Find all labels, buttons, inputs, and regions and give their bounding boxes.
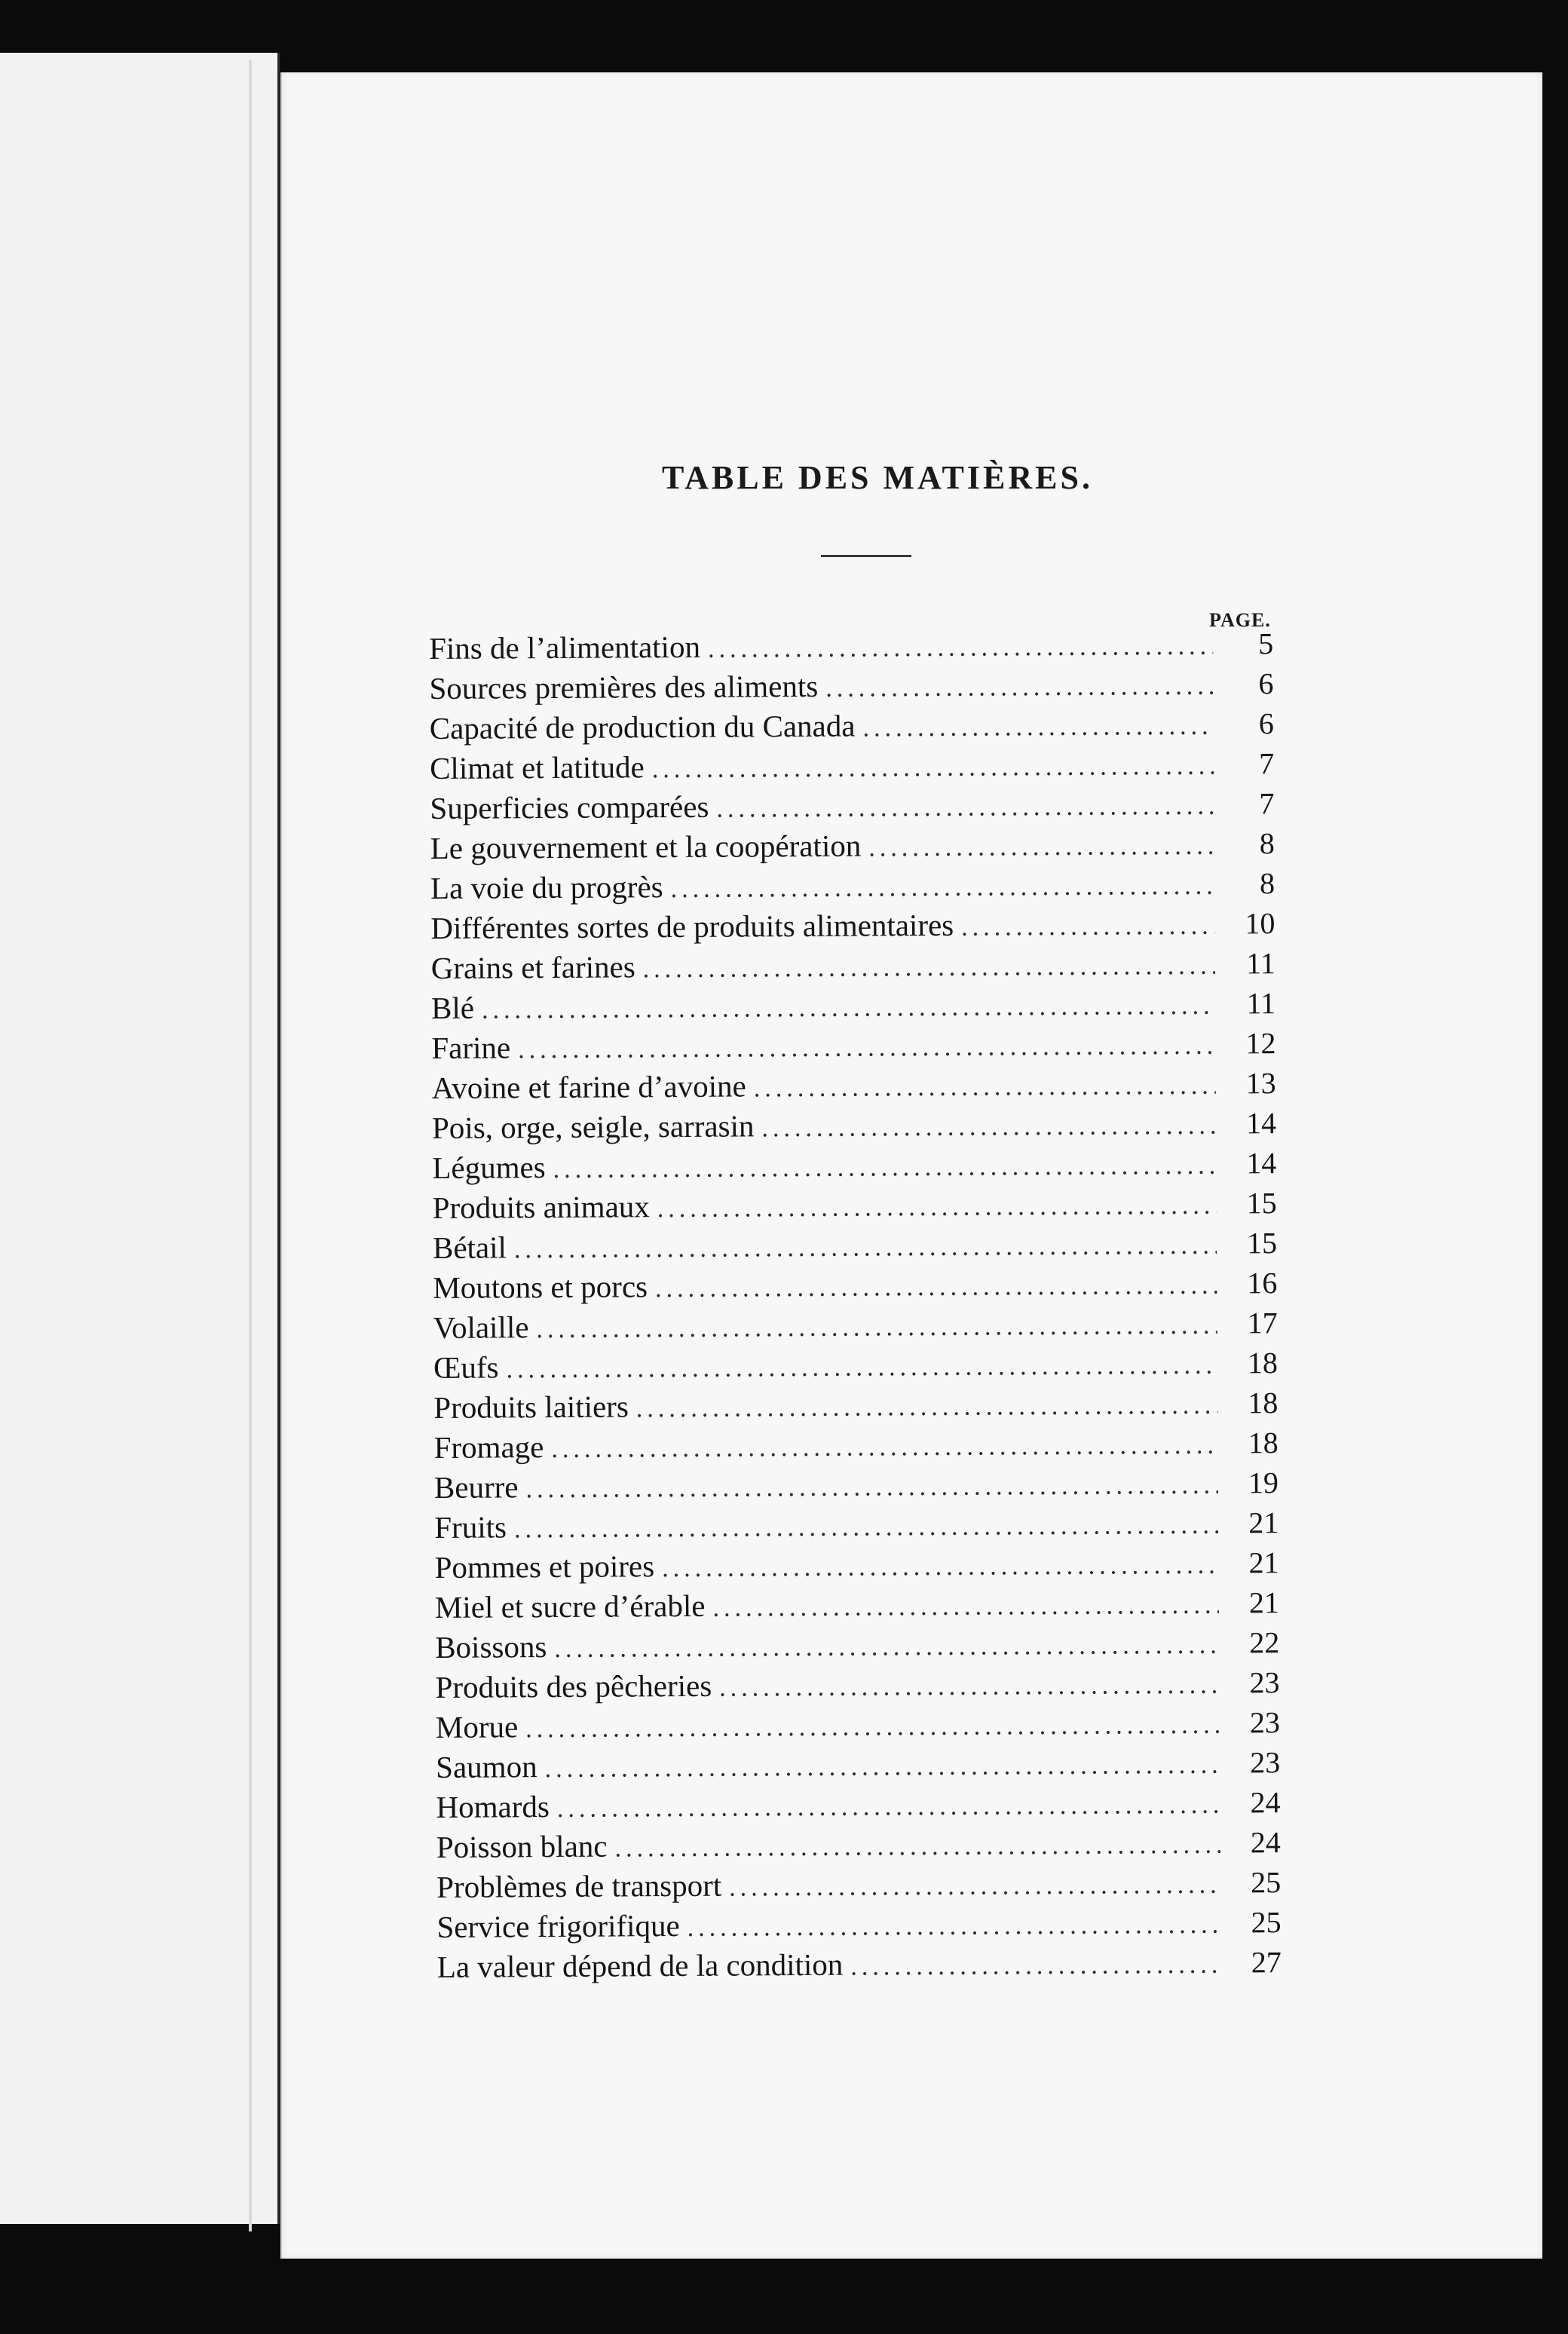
toc-entry-title: Légumes xyxy=(432,1150,546,1185)
toc-entry-title: Différentes sortes de produits alimentaires xyxy=(430,907,954,945)
toc-entry[interactable] xyxy=(430,703,1274,749)
toc-entry-title: Pois, orge, seigle, sarrasin xyxy=(431,1108,755,1145)
dot-leader xyxy=(482,986,1215,1031)
toc-entry[interactable] xyxy=(431,943,1276,988)
toc-entry-page: 27 xyxy=(1251,1945,1282,1980)
toc-entry-title: Morue xyxy=(435,1709,519,1744)
toc-entry[interactable] xyxy=(429,623,1273,669)
dot-leader xyxy=(708,626,1213,669)
dot-leader xyxy=(636,1386,1218,1429)
toc-entry-title: Boissons xyxy=(435,1629,547,1665)
toc-entry-page: 8 xyxy=(1259,866,1276,901)
toc-entry[interactable] xyxy=(436,1702,1280,1747)
toc-entry[interactable] xyxy=(436,1822,1281,1867)
toc-entry-page: 23 xyxy=(1250,1745,1281,1780)
toc-entry-page: 19 xyxy=(1248,1466,1279,1500)
toc-entry-page: 23 xyxy=(1249,1705,1281,1740)
dot-leader xyxy=(643,946,1215,990)
toc-entry-title: Avoine et farine d’avoine xyxy=(431,1068,746,1105)
dot-leader xyxy=(544,1745,1220,1789)
toc-entry-page: 16 xyxy=(1247,1266,1278,1300)
toc-entry-title: La voie du progrès xyxy=(430,869,663,905)
toc-entry-title: Capacité de production du Canada xyxy=(429,708,856,746)
toc-entry-title: Le gouvernement et la coopération xyxy=(430,828,862,865)
toc-entry-page: 21 xyxy=(1248,1585,1280,1620)
toc-entry[interactable] xyxy=(432,1143,1276,1188)
toc-entry[interactable] xyxy=(435,1622,1279,1668)
toc-entry-page: 14 xyxy=(1246,1146,1277,1181)
dot-leader xyxy=(868,826,1214,868)
dot-leader xyxy=(862,706,1214,749)
title-divider xyxy=(821,555,911,557)
dot-leader xyxy=(671,866,1215,909)
toc-entry-page: 25 xyxy=(1251,1905,1282,1940)
toc-entry-title: Moutons et porcs xyxy=(433,1269,648,1305)
toc-entry-title: Grains et farines xyxy=(430,949,635,985)
toc-entry[interactable] xyxy=(431,983,1276,1028)
toc-entry-page: 8 xyxy=(1259,826,1275,861)
toc-entry[interactable] xyxy=(436,1902,1281,1947)
toc-entry-page: 11 xyxy=(1246,986,1276,1021)
toc-entry-page: 18 xyxy=(1248,1426,1279,1460)
page-column-header: PAGE. xyxy=(1209,609,1271,631)
toc-entry-page: 25 xyxy=(1251,1865,1282,1900)
page-title: TABLE DES MATIÈRES. xyxy=(662,459,1093,496)
toc-entry-page: 7 xyxy=(1258,746,1275,781)
toc-entry-title: Bétail xyxy=(432,1230,507,1265)
toc-entry-title: Pommes et poires xyxy=(434,1548,655,1585)
left-blank-page xyxy=(0,53,280,2224)
toc-entry-page: 24 xyxy=(1250,1785,1281,1820)
toc-entry-title: Fins de l’alimentation xyxy=(429,629,701,666)
toc-entry-title: Fruits xyxy=(434,1509,507,1545)
toc-entry[interactable] xyxy=(434,1542,1279,1588)
toc-entry[interactable] xyxy=(432,1063,1276,1108)
dot-leader xyxy=(525,1705,1220,1750)
toc-entry-title: Produits des pêcheries xyxy=(435,1668,712,1705)
toc-entry-page: 7 xyxy=(1259,786,1275,821)
toc-entry-title: Sources premières des aliments xyxy=(429,668,819,706)
dot-leader xyxy=(553,1146,1217,1190)
dot-leader xyxy=(557,1785,1220,1829)
toc-entry-title: Problèmes de transport xyxy=(436,1867,722,1904)
toc-entry[interactable] xyxy=(433,1183,1277,1228)
toc-entry-page: 21 xyxy=(1248,1545,1279,1580)
toc-entry-page: 10 xyxy=(1245,906,1276,941)
toc-entry[interactable] xyxy=(431,1023,1276,1068)
toc-entry-title: Superficies comparées xyxy=(430,789,709,825)
toc-entry[interactable] xyxy=(433,1423,1278,1468)
toc-entry[interactable] xyxy=(430,903,1275,948)
toc-entry[interactable] xyxy=(430,743,1274,789)
toc-entry-title: Climat et latitude xyxy=(429,749,645,786)
toc-entry-page: 6 xyxy=(1258,666,1274,701)
toc-entry[interactable] xyxy=(433,1223,1277,1268)
toc-entry[interactable] xyxy=(430,783,1274,829)
toc-entry-title: Service frigorifique xyxy=(436,1908,680,1944)
toc-entry-title: La valeur dépend de la condition xyxy=(436,1947,844,1984)
dot-leader xyxy=(825,666,1214,709)
toc-entry[interactable] xyxy=(437,1942,1282,1987)
toc-entry-title: Miel et sucre d’érable xyxy=(434,1588,706,1625)
toc-entry-title: Produits laitiers xyxy=(433,1389,629,1425)
toc-entry-page: 17 xyxy=(1247,1306,1278,1340)
toc-entry-page: 11 xyxy=(1246,946,1276,981)
dot-leader xyxy=(514,1505,1219,1550)
toc-entry[interactable] xyxy=(435,1662,1279,1708)
toc-entry-title: Homards xyxy=(436,1789,550,1824)
toc-entry[interactable] xyxy=(435,1582,1279,1628)
dot-leader xyxy=(655,1266,1217,1309)
toc-entry-page: 18 xyxy=(1248,1386,1279,1420)
dot-leader xyxy=(729,1865,1220,1908)
dot-leader xyxy=(688,1905,1221,1948)
toc-entry[interactable] xyxy=(432,1103,1276,1148)
dot-leader xyxy=(554,1625,1219,1669)
toc-entry[interactable] xyxy=(434,1502,1279,1548)
right-page xyxy=(280,72,1542,2259)
dot-leader xyxy=(506,1346,1217,1390)
toc-entry-page: 14 xyxy=(1245,1106,1277,1141)
toc-entry[interactable] xyxy=(430,863,1275,908)
toc-entry[interactable] xyxy=(433,1383,1278,1428)
toc-entry-title: Farine xyxy=(431,1030,511,1065)
toc-entry[interactable] xyxy=(436,1862,1281,1907)
dot-leader xyxy=(754,1066,1216,1109)
dot-leader xyxy=(518,1026,1216,1071)
toc-entry[interactable] xyxy=(430,823,1275,868)
toc-entry-title: Produits animaux xyxy=(432,1189,650,1225)
toc-entry-title: Fromage xyxy=(433,1429,544,1465)
toc-entry-page: 13 xyxy=(1245,1066,1276,1101)
toc-entry-page: 23 xyxy=(1249,1665,1280,1700)
dot-leader xyxy=(536,1306,1217,1350)
toc-entry[interactable] xyxy=(433,1303,1278,1348)
dot-leader xyxy=(716,786,1214,829)
toc-entry-page: 22 xyxy=(1249,1625,1280,1660)
toc-entry-title: Beurre xyxy=(433,1469,519,1505)
toc-entry[interactable] xyxy=(429,663,1273,709)
toc-entry-title: Œufs xyxy=(433,1349,499,1385)
dot-leader xyxy=(652,746,1214,790)
dot-leader xyxy=(614,1825,1220,1869)
dot-leader xyxy=(850,1945,1221,1987)
dot-leader xyxy=(551,1426,1218,1469)
toc-entry-page: 18 xyxy=(1247,1346,1279,1380)
toc-entry-page: 15 xyxy=(1246,1186,1277,1221)
toc-entry[interactable] xyxy=(433,1343,1278,1388)
page-spine xyxy=(249,60,252,2231)
dot-leader xyxy=(525,1466,1218,1510)
dot-leader xyxy=(514,1226,1217,1270)
toc-entry-page: 5 xyxy=(1258,626,1274,661)
dot-leader xyxy=(961,906,1215,948)
dot-leader xyxy=(662,1545,1219,1589)
dot-leader xyxy=(761,1106,1216,1149)
toc-entry-title: Volaille xyxy=(433,1309,529,1345)
dot-leader xyxy=(719,1665,1220,1708)
toc-entry-page: 24 xyxy=(1250,1825,1281,1860)
table-of-contents xyxy=(429,623,1282,1987)
toc-entry-page: 21 xyxy=(1248,1505,1279,1540)
toc-entry[interactable] xyxy=(436,1742,1280,1787)
toc-entry[interactable] xyxy=(433,1263,1277,1308)
toc-entry[interactable] xyxy=(434,1463,1279,1508)
toc-entry-title: Poisson blanc xyxy=(436,1828,608,1864)
toc-entry-page: 6 xyxy=(1258,706,1274,741)
toc-entry-page: 12 xyxy=(1245,1026,1276,1061)
toc-entry-title: Saumon xyxy=(436,1749,537,1784)
toc-entry-title: Blé xyxy=(430,990,475,1025)
dot-leader xyxy=(657,1186,1217,1230)
toc-entry[interactable] xyxy=(436,1782,1280,1827)
toc-entry-page: 15 xyxy=(1246,1226,1278,1260)
dot-leader xyxy=(712,1585,1219,1628)
